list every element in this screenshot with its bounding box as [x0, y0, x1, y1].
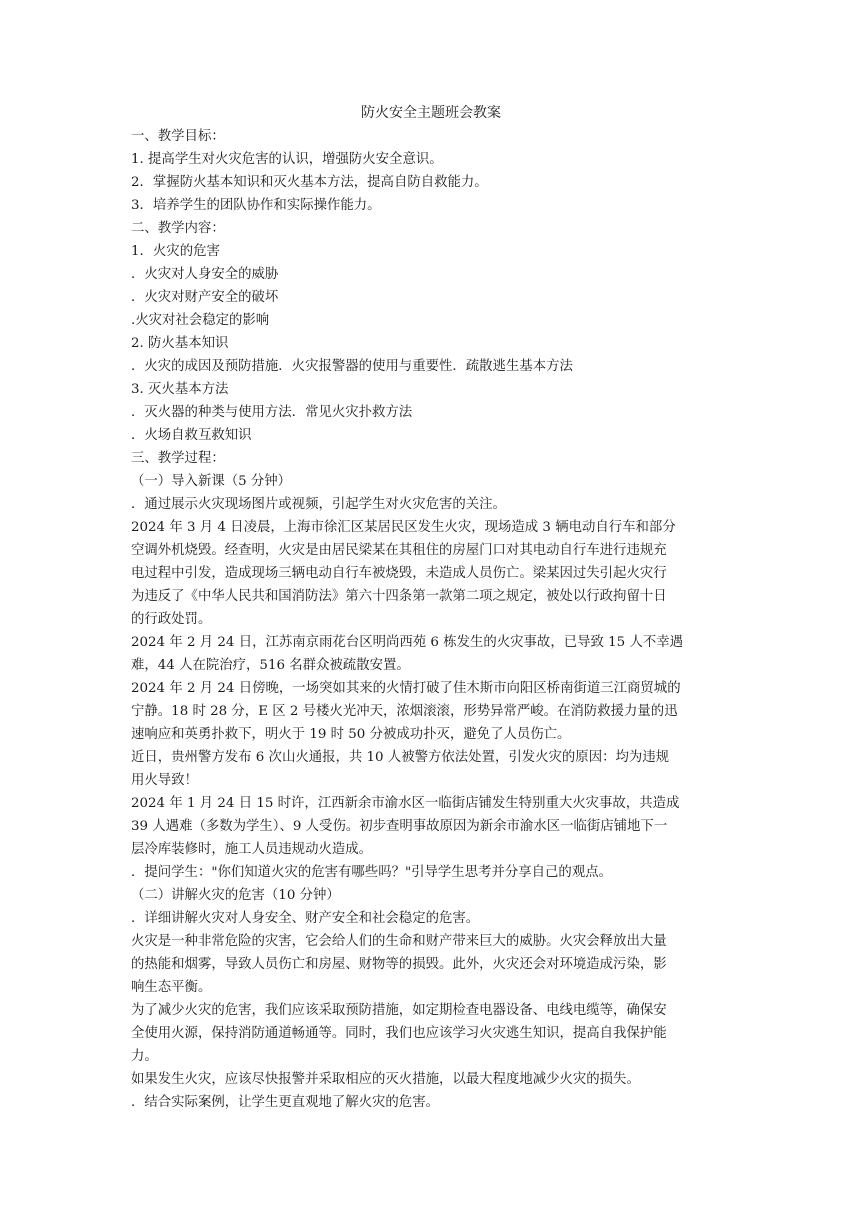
response-paragraph: 如果发生火灾，应该尽快报警并采取相应的灭火措施，以最大程度地减少火灾的损失。	[131, 1072, 640, 1087]
case-paragraph-shanghai: 空调外机烧毁。经查明，火灾是由居民梁某在其租住的房屋门口对其电动自行车进行违规充	[131, 543, 667, 558]
goal-item-1: 1. 提高学生对火灾危害的认识，增强防火安全意识。	[131, 152, 443, 167]
case-paragraph-jiamusi: 宁静。18 时 28 分，E 区 2 号楼火光冲天，浓烟滚滚，形势异常严峻。在消防救援力量的迅	[131, 704, 678, 719]
explanation-paragraph: 响生态平衡。	[131, 980, 212, 995]
process-item: ．通过展示火灾现场图片或视频，引起学生对火灾危害的关注。	[131, 497, 506, 512]
content-item-3: 3. 灭火基本方法	[131, 382, 229, 397]
case-paragraph-nanjing: 2024 年 2 月 24 日，江苏南京雨花台区明尚西苑 6 栋发生的火灾事故，已导致 15 人不幸遇	[131, 635, 684, 650]
prevention-paragraph: 为了减少火灾的危害，我们应该采取预防措施，如定期检查电器设备、电线电缆等，确保安	[131, 1003, 667, 1018]
case-paragraph-guizhou: 近日，贵州警方发布 6 次山火通报，共 10 人被警方依法处置，引发火灾的原因：均为违规	[131, 750, 670, 765]
process-item: ．详细讲解火灾对人身安全、财产安全和社会稳定的危害。	[131, 911, 480, 926]
content-item-2: 2. 防火基本知识	[131, 336, 229, 351]
prevention-paragraph: 力。	[131, 1049, 158, 1064]
goal-item-2: 2．掌握防火基本知识和灭火基本方法，提高自防自救能力。	[131, 175, 488, 190]
content-subitem: ．火灾对财产安全的破坏	[131, 290, 279, 305]
process-step-2-heading: （二）讲解火灾的危害（10 分钟）	[131, 888, 340, 903]
content-subitem: .火灾对社会稳定的影响	[131, 313, 270, 328]
case-paragraph-shanghai: 的行政处罚。	[131, 612, 212, 627]
section-heading-process: 三、教学过程：	[131, 451, 225, 466]
case-paragraph-xinyu: 2024 年 1 月 24 日 15 时许，江西新余市渝水区一临街店铺发生特别重大火灾事故，共造成	[131, 796, 680, 811]
case-paragraph-guizhou: 用火导致！	[131, 773, 198, 788]
content-subitem: ．灭火器的种类与使用方法．常见火灾扑救方法	[131, 405, 413, 420]
case-paragraph-shanghai: 2024 年 3 月 4 日凌晨，上海市徐汇区某居民区发生火灾，现场造成 3 辆电动自行车和部分	[131, 520, 676, 535]
case-paragraph-shanghai: 电过程中引发，造成现场三辆电动自行车被烧毁，未造成人员伤亡。梁某因过失引起火灾行	[131, 566, 667, 581]
explanation-paragraph: 的热能和烟雾，导致人员伤亡和房屋、财物等的损毁。此外，火灾还会对环境造成污染，影	[131, 957, 667, 972]
case-paragraph-jiamusi: 2024 年 2 月 24 日傍晚，一场突如其来的火情打破了佳木斯市向阳区桥南街道三江商贸城的	[131, 681, 681, 696]
content-subitem: ．火场自救互救知识	[131, 428, 252, 443]
content-subitem: ．火灾对人身安全的威胁	[131, 267, 279, 282]
process-step-1-heading: （一）导入新课（5 分钟）	[131, 474, 292, 489]
case-paragraph-nanjing: 难，44 人在院治疗，516 名群众被疏散安置。	[131, 658, 410, 673]
document-page	[131, 102, 731, 1114]
case-paragraph-xinyu: 层冷库装修时，施工人员违规动火造成。	[131, 842, 373, 857]
process-item: ．结合实际案例，让学生更直观地了解火灾的危害。	[131, 1095, 439, 1110]
process-item: ．提问学生："你们知道火灾的危害有哪些吗？"引导学生思考并分享自己的观点。	[131, 865, 612, 880]
section-heading-goals: 一、教学目标：	[131, 129, 225, 144]
case-paragraph-shanghai: 为违反了《中华人民共和国消防法》第六十四条第一款第二项之规定，被处以行政拘留十日	[131, 589, 667, 604]
goal-item-3: 3．培养学生的团队协作和实际操作能力。	[131, 198, 381, 213]
document-title: 防火安全主题班会教案	[361, 105, 501, 121]
prevention-paragraph: 全使用火源，保持消防通道畅通等。同时，我们也应该学习火灾逃生知识，提高自我保护能	[131, 1026, 667, 1041]
content-subitem: ．火灾的成因及预防措施．火灾报警器的使用与重要性．疏散逃生基本方法	[131, 359, 573, 374]
case-paragraph-jiamusi: 速响应和英勇扑救下，明火于 19 时 50 分被成功扑灭，避免了人员伤亡。	[131, 727, 571, 742]
content-item-1: 1．火灾的危害	[131, 244, 220, 259]
explanation-paragraph: 火灾是一种非常危险的灾害，它会给人们的生命和财产带来巨大的威胁。火灾会释放出大量	[131, 934, 667, 949]
case-paragraph-xinyu: 39 人遇难（多数为学生）、9 人受伤。初步查明事故原因为新余市渝水区一临街店铺地下一	[131, 819, 668, 834]
section-heading-content: 二、教学内容：	[131, 221, 225, 236]
